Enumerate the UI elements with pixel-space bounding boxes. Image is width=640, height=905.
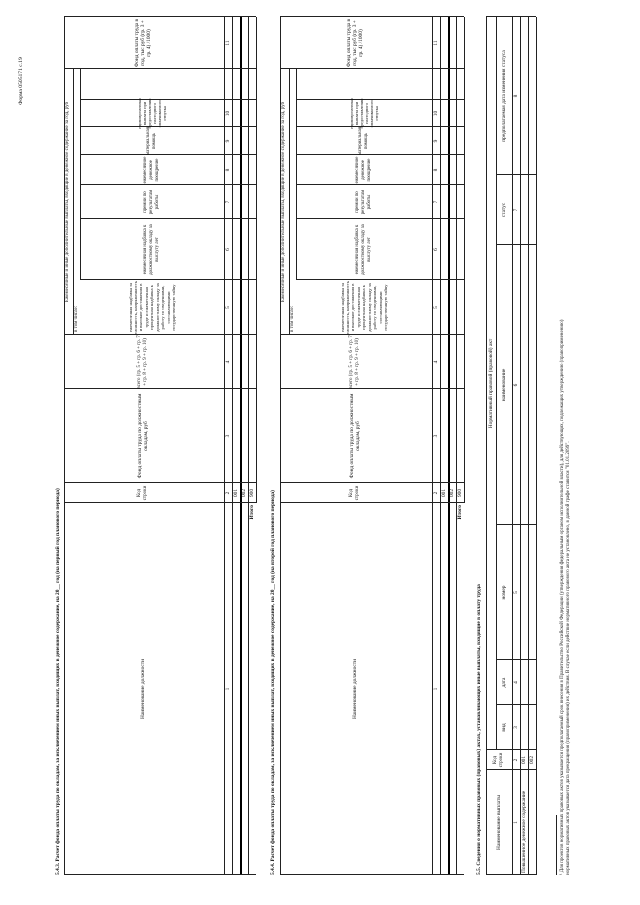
num-cell: 5 <box>513 591 519 594</box>
table-543 <box>64 17 264 875</box>
col-vacation-header: единовременная выплата при предоставлении ежегодного оплачиваемого отпуска <box>137 98 167 129</box>
num-cell: 10 <box>225 110 231 117</box>
num-cell: 4 <box>513 681 519 684</box>
num-cell: 3 <box>433 434 439 438</box>
num-cell: 8 <box>225 168 231 172</box>
num-cell: 3 <box>513 726 519 729</box>
row-code: 002 <box>529 755 535 765</box>
num-cell: 8 <box>433 168 439 172</box>
row-code: 001 <box>441 488 447 498</box>
payment-row-label: Повышенное денежное содержание <box>521 790 527 873</box>
row-code: 002 <box>449 488 455 498</box>
col-bonus-header: премии по результатам работы <box>142 189 161 215</box>
col-aid-header: материальная помощь <box>357 127 369 155</box>
form-number: Форма 0505171 с.19 <box>18 57 24 105</box>
num-cell: 7 <box>513 208 519 212</box>
col-payment-header: Наименование выплаты <box>495 795 502 850</box>
col-classrank-header: ежемесячная надбавка к должностному окладу за выслугу лет <box>354 224 373 275</box>
table-544 <box>280 17 470 875</box>
section-544-title: 5.4.4. Расчет фонда оплаты труда по окладам, за исключением иных выплат, входящих в денежное содержание, на 20__ год (на второй год планового периода) <box>270 490 276 875</box>
col-code-header: Код строки <box>136 485 148 501</box>
col-name-header: наименование <box>500 368 507 402</box>
num-cell: 4 <box>433 360 439 364</box>
num-cell: 2 <box>433 491 439 495</box>
table-55 <box>486 17 546 875</box>
col-secrecy-header: ежемесячная надбавка за сложность, напряженность и высокие достижения в труде и ежемесячная процентная надбавка к должностному окладу за работу со сведениями, составляющими государственную тайну <box>127 281 176 334</box>
section-55-title: 5.5. Сведения о нормативных правовых (правовых) актах, устанавливающих иные выплаты, входящие в оплату труда <box>476 584 482 875</box>
col-number-header: номер <box>500 585 507 600</box>
col-code-header: Код строки <box>492 752 504 768</box>
num-cell: 4 <box>225 360 231 364</box>
col-total-fund-header: Фонд оплаты труда в год, тыс руб (гр. 3 + гр. 4) /1000) <box>133 18 153 68</box>
num-cell: 2 <box>225 491 231 495</box>
row-code: 002 <box>241 488 247 498</box>
num-cell: 2 <box>513 758 519 762</box>
col-incentive-header: ежемесячное денежное поощрение <box>354 156 373 184</box>
col-type-header: вид <box>500 723 507 732</box>
num-cell: 7 <box>225 200 231 204</box>
col-date-header: дата <box>500 677 507 688</box>
in-total-label: в том числе: <box>74 305 79 332</box>
row-code: 001 <box>521 755 527 765</box>
act-header: Нормативный правовой (правовой) акт <box>488 338 494 429</box>
col-fund-header: Фонд оплаты труда по должностным окладам, руб <box>348 393 361 479</box>
num-cell: 1 <box>225 687 231 691</box>
section-543-title: 5.4.3. Расчет фонда оплаты труда по окладам, за исключением иных выплат, входящих в денежное содержание, на 20__ год (на первый год планового периода) <box>55 488 61 875</box>
total-code: 900 <box>457 488 463 498</box>
num-cell: 6 <box>433 248 439 251</box>
col-total-fund-header: Фонд оплаты труда в год, тыс руб (гр. 3 + гр. 4) /1000) <box>345 18 365 68</box>
col-incentive-header: ежемесячное денежное поощрение <box>142 156 161 184</box>
total-label: Итого <box>457 505 463 520</box>
row-code: 001 <box>233 488 239 498</box>
col-code-header: Код строки <box>348 485 360 501</box>
group-header: Ежемесячные и иные дополнительные выплаты, входящие в денежное содержание за год, руб <box>281 101 286 303</box>
total-label: Итого <box>249 505 255 520</box>
num-cell: 11 <box>433 40 439 46</box>
col-classrank-header: ежемесячная надбавка к должностному окладу за выслугу лет <box>142 224 161 275</box>
col-fund-header: Фонд оплаты труда по должностным окладам, руб <box>136 393 149 479</box>
in-total-label: в том числе: <box>290 305 295 332</box>
col-total-header: всего (гр. 5 + гр. 6 + гр. 7 + гр. 8 + гр. 9 + гр. 10) <box>348 335 360 389</box>
num-cell: 10 <box>433 110 439 117</box>
col-status-date-header: предполагаемая дата изменения статуса <box>500 50 507 142</box>
col-vacation-header: единовременная выплата при предоставлении ежегодного оплачиваемого отпуска <box>349 98 379 129</box>
col-total-header: всего (гр. 5 + гр. 6 + гр. 7 + гр. 8 + гр. 9 + гр. 10) <box>136 335 148 389</box>
num-cell: 1 <box>433 687 439 691</box>
num-cell: 11 <box>225 40 231 46</box>
col-secrecy-header: ежемесячная надбавка за сложность, напряженность и высокие достижения в труде и ежемесячная процентная надбавка к должностному окладу за работу со сведениями, составляющими государственную тайну <box>339 281 388 334</box>
num-cell: 6 <box>513 383 519 387</box>
group-header: Ежемесячные и иные дополнительные выплаты, входящие в денежное содержание за год, руб <box>65 101 70 303</box>
total-code: 900 <box>249 488 255 498</box>
num-cell: 9 <box>433 139 439 143</box>
num-cell: 9 <box>225 139 231 143</box>
col-position-header: Наименование должности <box>351 658 358 720</box>
num-cell: 7 <box>433 200 439 204</box>
col-bonus-header: премии по результатам работы <box>354 189 373 215</box>
col-status-header: статус <box>500 202 507 218</box>
num-cell: 3 <box>225 434 231 438</box>
num-cell: 8 <box>513 94 519 98</box>
num-cell: 1 <box>513 821 519 824</box>
col-aid-header: материальная помощь <box>145 127 157 155</box>
footnote: ¹ Для проектов нормативных правовых актов указывается предполагаемый срок внесения в Правительство Российской Федерации (утверждения федеральным органом исполнительной власти), для действующих, подлежащих утверждению (правоприменению) нормативных правовых актов указывается дата прекращения (правоприменения) их действия. В случае если действие нормативного правового акта не установлено, в данной графе ставится "01.01.2099". <box>560 319 571 875</box>
num-cell: 5 <box>433 306 439 309</box>
num-cell: 5 <box>225 306 231 309</box>
col-position-header: Наименование должности <box>139 658 146 720</box>
num-cell: 6 <box>225 248 231 251</box>
